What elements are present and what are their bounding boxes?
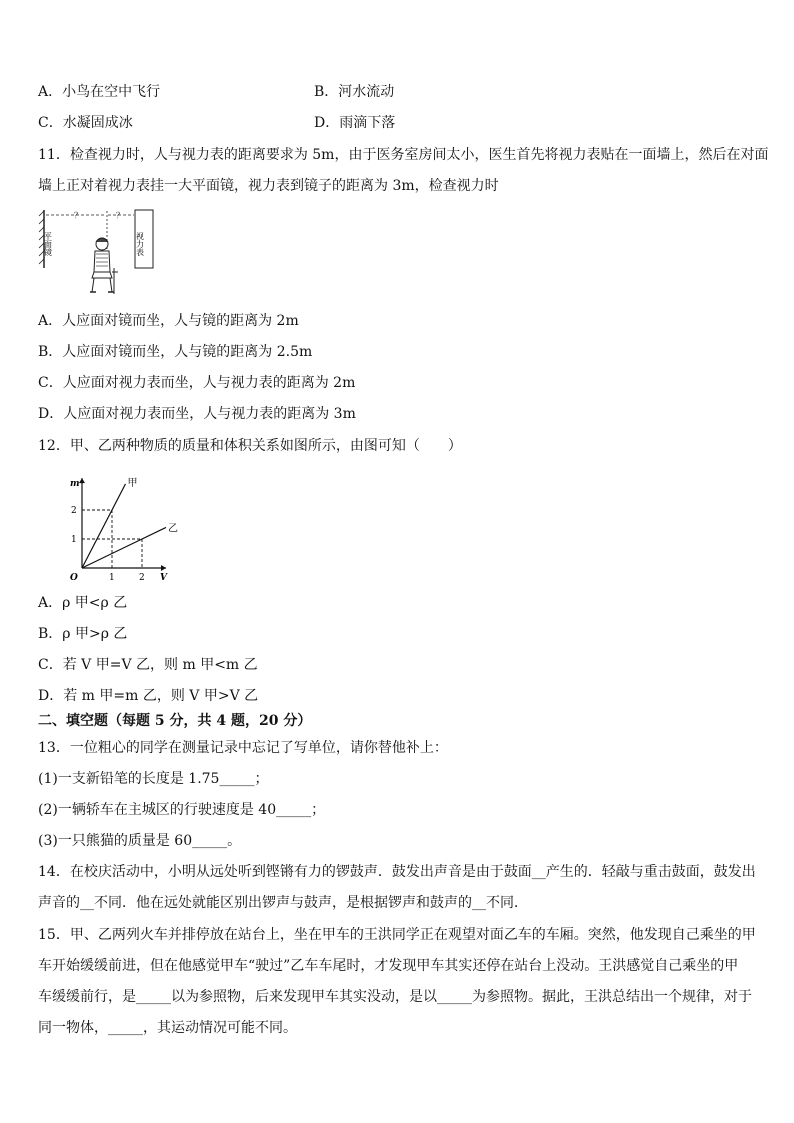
q11-stem-line1: 11．检查视力时，人与视力表的距离要求为 5m，由于医务室房间太小，医生首先将视力表贴在一面墙上，然后在对面 [38, 147, 769, 163]
q12-stem: 12．甲、乙两种物质的质量和体积关系如图所示，由图可知（ ） [38, 438, 462, 454]
q11-option-a: A．人应面对镜而坐，人与镜的距离为 2m [38, 313, 299, 329]
eye-chart-mirror-figure [38, 206, 158, 300]
q10-option-c: C．水凝固成冰 [38, 115, 133, 131]
series-line-1 [82, 484, 126, 568]
q13-part3: (3)一只熊猫的质量是 60_____。 [38, 833, 242, 849]
q13-part1: (1)一支新铅笔的长度是 1.75_____； [38, 771, 269, 787]
q15-line2: 车开始缓缓前进，但在他感觉甲车“驶过”乙车车尾时，才发现甲车其实还停在站台上没动。王洪感觉自己乘坐的甲 [38, 958, 739, 974]
x-axis-label: V [160, 573, 167, 583]
q12-option-c: C．若 V 甲=V 乙，则 m 甲<m 乙 [38, 657, 258, 673]
chart-guides [82, 510, 142, 568]
q14-line2: 声音的__不同．他在远处就能区别出锣声与鼓声，是根据锣声和鼓声的__不同． [38, 895, 528, 911]
distance-label-right: ？ [116, 211, 124, 220]
q12-option-a: A．ρ 甲<ρ 乙 [38, 595, 128, 611]
mirror-label: 平面镜 [43, 232, 53, 256]
q12-option-b: B．ρ 甲>ρ 乙 [38, 626, 128, 642]
q11-option-d: D．人应面对视力表而坐，人与视力表的距离为 3m [38, 406, 356, 422]
q15-line3: 车缓缓前行，是_____以为参照物，后来发现甲车其实没动，是以_____为参照物。据此，王洪总结出一个规律，对于 [38, 989, 752, 1005]
series-line-2 [82, 527, 166, 568]
series-label-2: 乙 [168, 523, 178, 535]
chart-series [82, 484, 166, 568]
seated-person [90, 238, 118, 294]
q13-stem: 13．一位粗心的同学在测量记录中忘记了写单位，请你替他补上： [38, 740, 448, 756]
chart-axes [79, 478, 166, 571]
q12-option-d: D．若 m 甲=m 乙，则 V 甲>V 乙 [38, 688, 259, 704]
q14-line1: 14．在校庆活动中，小明从远处听到铿锵有力的锣鼓声．鼓发出声音是由于鼓面__产生的．轻敲与重击鼓面，鼓发出 [38, 864, 756, 880]
origin-label: O [70, 573, 78, 583]
q10-option-d: D．雨滴下落 [314, 115, 396, 131]
series-label-1: 甲 [127, 477, 138, 489]
q11-option-c: C．人应面对视力表而坐，人与视力表的距离为 2m [38, 375, 356, 391]
distance-label-left: ？ [74, 211, 82, 220]
eye-chart-label: 视力表 [135, 232, 145, 256]
q10-option-a: A．小鸟在空中飞行 [38, 84, 161, 100]
q10-option-b: B．河水流动 [314, 84, 395, 100]
q11-option-b: B．人应面对镜而坐，人与镜的距离为 2.5m [38, 344, 313, 360]
mass-volume-chart [62, 474, 192, 584]
q15-line1: 15．甲、乙两列火车并排停放在站台上，坐在甲车的王洪同学正在观望对面乙车的车厢。突然，他发现自己乘坐的甲 [38, 927, 756, 943]
y-axis-arrow [79, 478, 85, 483]
x-tick-label: 2 [139, 573, 145, 583]
q15-line4: 同一物体，_____，其运动情况可能不同。 [38, 1020, 297, 1036]
q11-stem-line2: 墙上正对着视力表挂一大平面镜，视力表到镜子的距离为 3m，检查视力时 [38, 178, 499, 194]
y-tick-label: 1 [71, 535, 77, 545]
x-tick-label: 1 [109, 573, 115, 583]
y-tick-label: 2 [71, 506, 77, 516]
y-axis-label: m [70, 479, 80, 490]
q13-part2: (2)一辆轿车在主城区的行驶速度是 40_____； [38, 802, 326, 818]
section-title: 二、填空题（每题 5 分，共 4 题，20 分） [38, 713, 312, 729]
x-axis-arrow [161, 565, 166, 571]
